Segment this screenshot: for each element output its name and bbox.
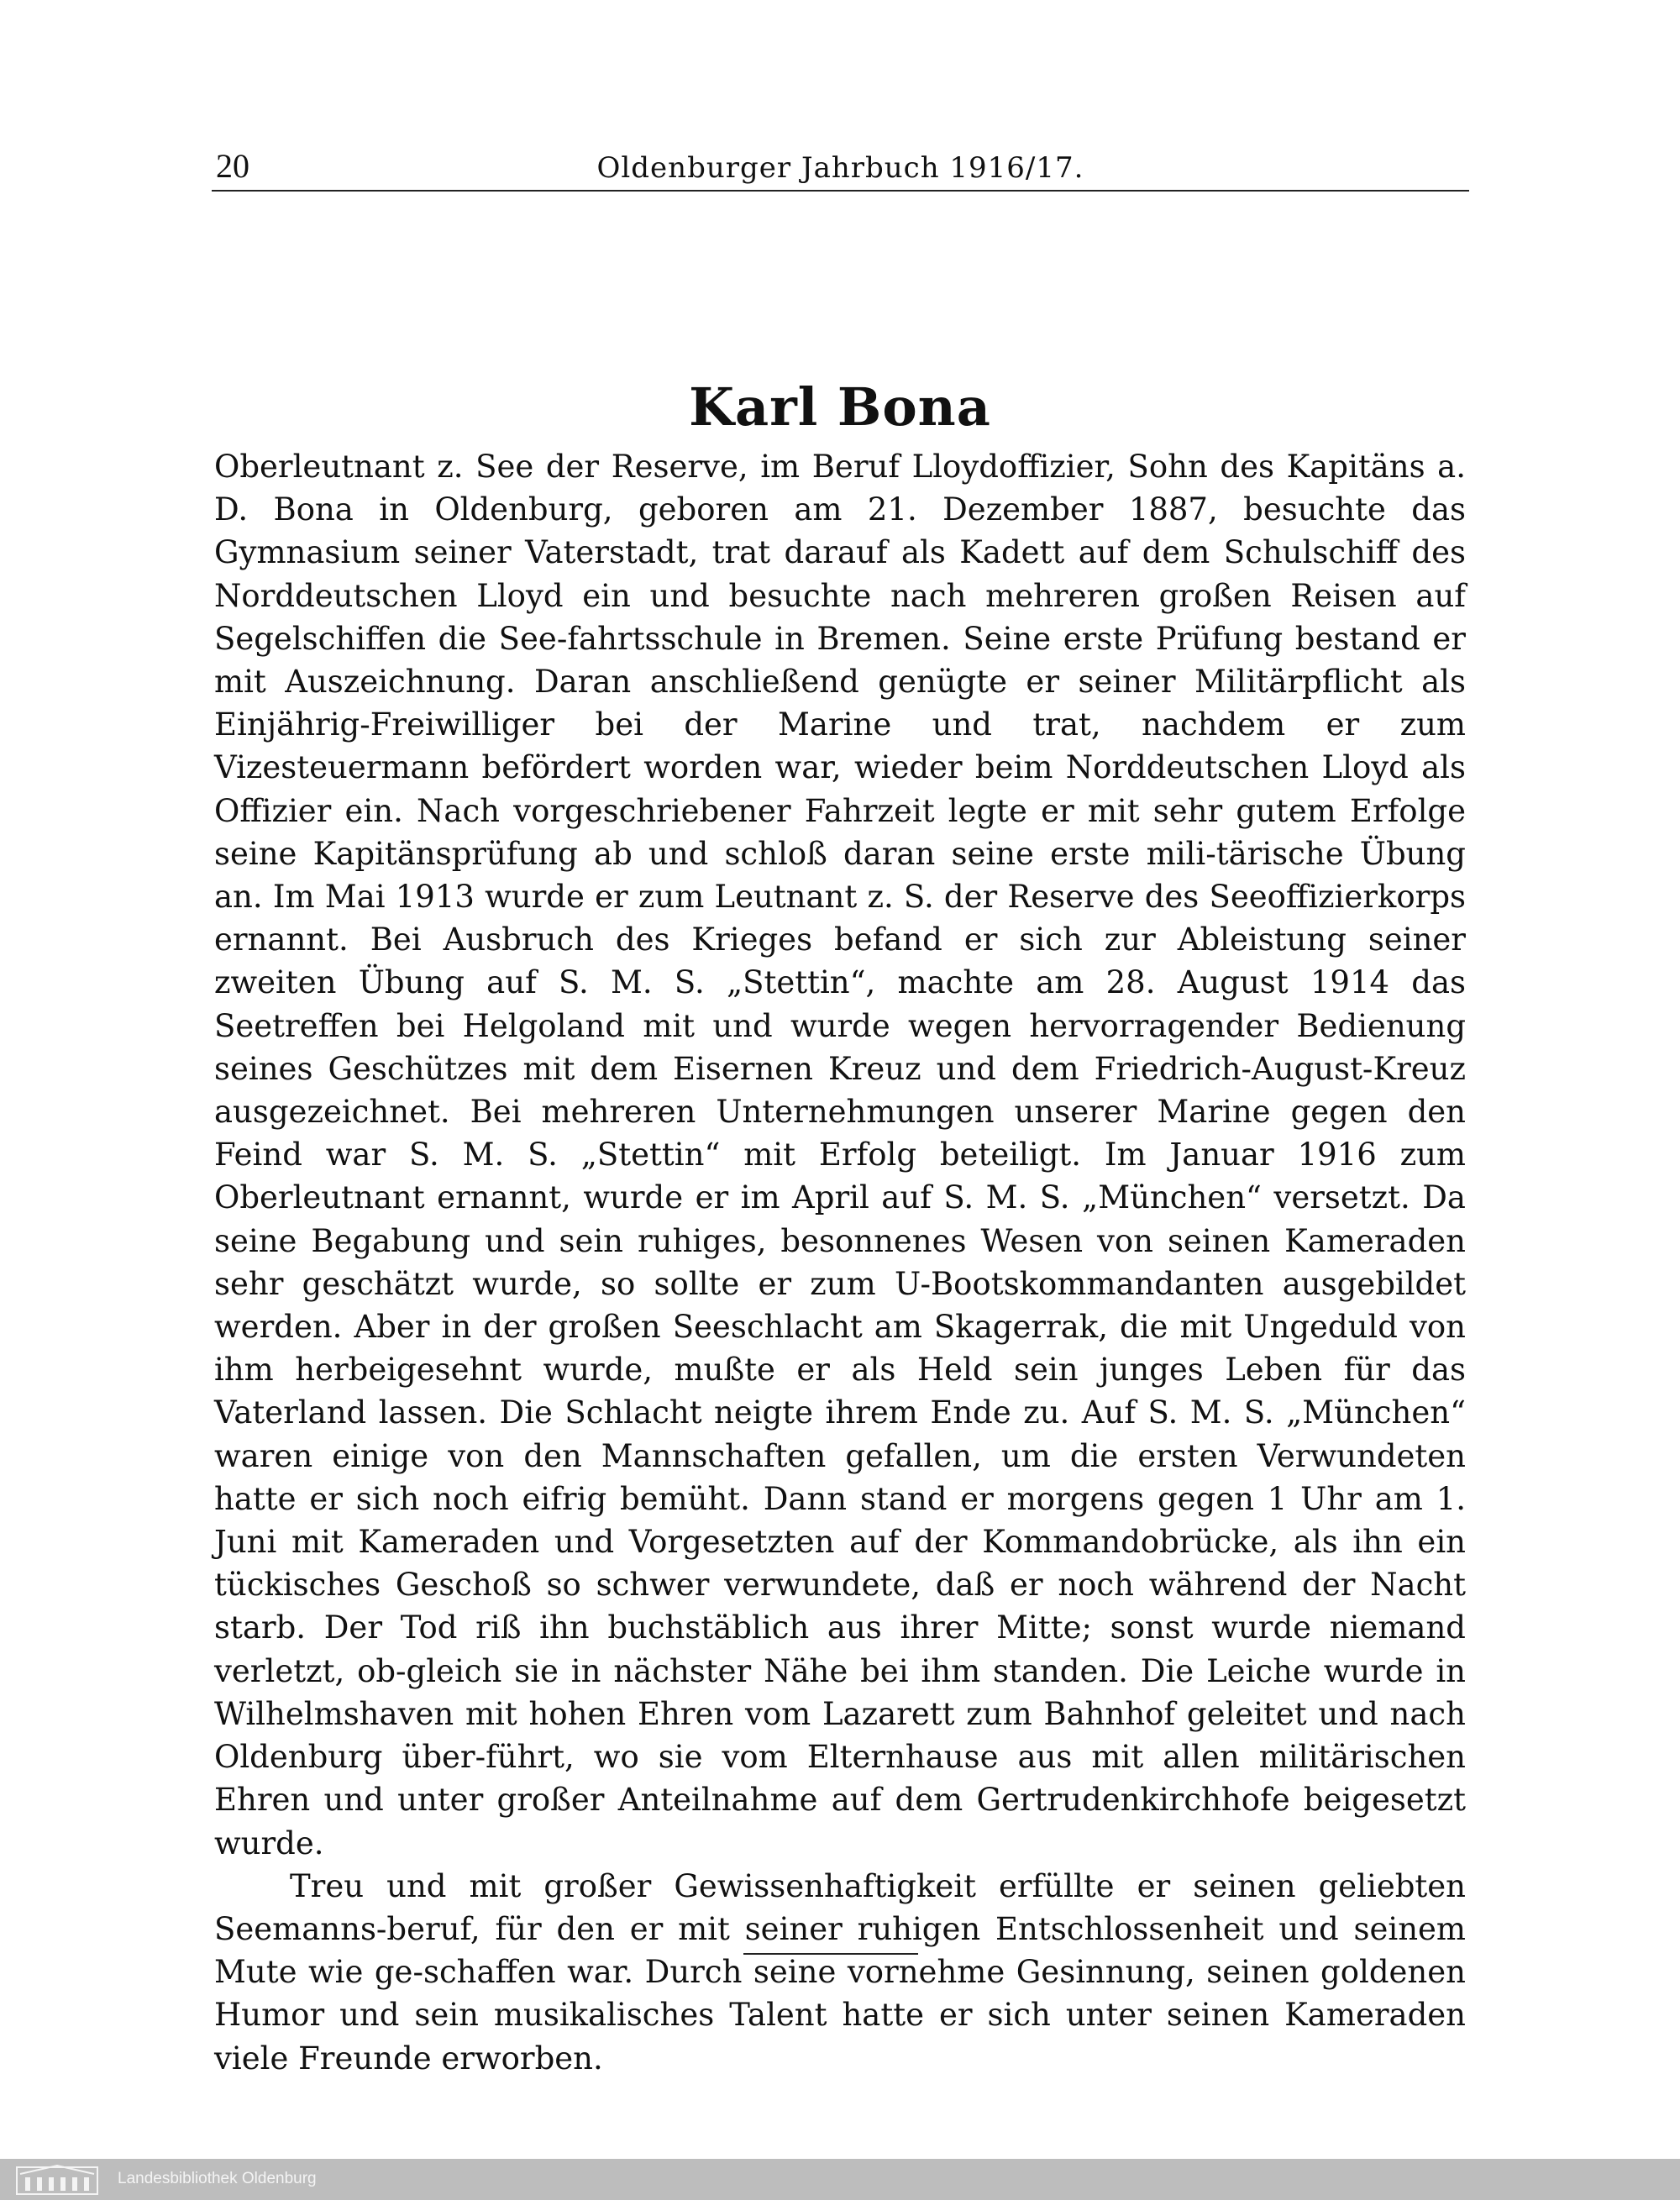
footer-bar <box>0 2159 1680 2200</box>
library-building-logo-icon <box>15 2162 99 2196</box>
page-number: 20 <box>216 147 249 185</box>
article-title: Karl Bona <box>689 376 991 438</box>
paragraph-biography: Oberleutnant z. See der Reserve, im Beruf Lloydoffizier, Sohn des Kapitäns a. D. Bona in Oldenburg, geboren am 21. Dezember 1887, besuchte das Gymnasium seiner Vaterstadt, trat darauf als Kadett auf dem Schulschiff des Norddeutschen Lloyd ein und besuchte nach mehreren großen Reisen auf Segelschiffen die See-fahrtsschule in Bremen. Seine erste Prüfung bestand er mit Auszeichnung. Daran anschließend genügte er seiner Militärpflicht als Einjährig-Freiwilliger bei der Marine und trat, nachdem er zum Vizesteuermann befördert worden war, wieder beim Norddeutschen Lloyd als Offizier ein. Nach vorgeschriebener Fahrzeit legte er mit sehr gutem Erfolge seine Kapitänsprüfung ab und schloß daran seine erste mili-tärische Übung an. Im Mai 1913 wurde er zum Leutnant z. S. der Reserve des Seeoffizierkorps ernannt. Bei Ausbruch des Krieges befand er sich zur Ableistung seiner zweiten Übung auf S. M. S. „Stettin“, machte am 28. August 1914 das Seetreffen bei Helgoland mit und wurde wegen hervorragender Bedienung seines Geschützes mit dem Eisernen Kreuz und dem Friedrich-August-Kreuz ausgezeichnet. Bei mehreren Unternehmungen unserer Marine gegen den Feind war S. M. S. „Stettin“ mit Erfolg beteiligt. Im Januar 1916 zum Oberleutnant ernannt, wurde er im April auf S. M. S. „München“ versetzt. Da seine Begabung und sein ruhiges, besonnenes Wesen von seinen Kameraden sehr geschätzt wurde, so sollte er zum U-Bootskommandanten ausgebildet werden. Aber in der großen Seeschlacht am Skagerrak, die mit Ungeduld von ihm herbeigesehnt wurde, mußte er als Held sein junges Leben für das Vaterland lassen. Die Schlacht neigte ihrem Ende zu. Auf S. M. S. „München“ waren einige von den Mannschaften gefallen, um die ersten Verwundeten hatte er sich noch eifrig bemüht. Dann stand er morgens gegen 1 Uhr am 1. Juni mit Kameraden und Vorgesetzten auf der Kommandobrücke, als ihn ein tückisches Geschoß so schwer verwundete, daß er noch während der Nacht starb. Der Tod riß ihn buchstäblich aus ihrer Mitte; sonst wurde niemand verletzt, ob-gleich sie in nächster Nähe bei ihm standen. Die Leiche wurde in Wilhelmshaven mit hohen Ehren vom Lazarett zum Bahnhof geleitet und nach Oldenburg über-führt, wo sie vom Elternhause aus mit allen militärischen Ehren und unter großer Anteilnahme auf dem Gertrudenkirchhofe beigesetzt wurde. <box>214 449 1466 1861</box>
article-body <box>214 445 1466 2080</box>
running-head: Oldenburger Jahrbuch 1916/17. <box>596 151 1084 185</box>
paragraph-tribute: Treu und mit großer Gewissenhaftigkeit erfüllte er seinen geliebten Seemanns-beruf, für den er mit seiner ruhigen Entschlossenheit und seinem Mute wie ge-schaffen war. Durch seine vornehme Gesinnung, seinen goldenen Humor und sein musikalisches Talent hatte er sich unter seinen Kameraden viele Freunde erworben. <box>214 1867 1466 2077</box>
header-divider <box>212 190 1469 192</box>
page-header <box>212 141 1469 192</box>
library-name: Landesbibliothek Oldenburg <box>118 2170 317 2187</box>
end-divider <box>743 1953 918 1955</box>
